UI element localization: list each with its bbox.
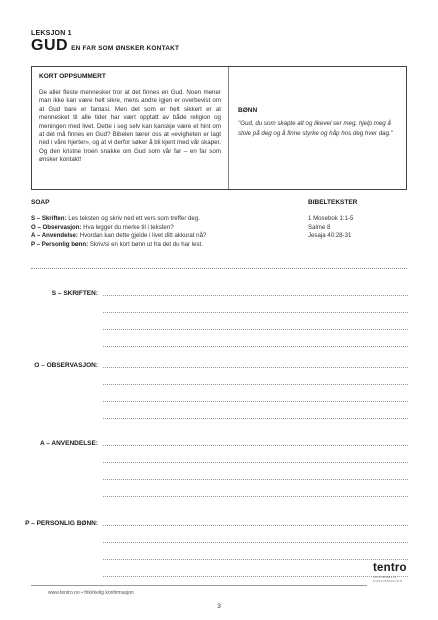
page-title: GUD: [31, 37, 69, 54]
page-subtitle: EN FAR SOM ØNSKER KONTAKT: [71, 45, 180, 52]
writing-line[interactable]: [103, 367, 408, 368]
bible-heading: BIBELTEKSTER: [308, 199, 358, 206]
section-label: P – PERSONLIG BØNN:: [25, 520, 98, 527]
writing-line[interactable]: [103, 346, 408, 347]
writing-line[interactable]: [103, 401, 408, 402]
writing-line[interactable]: [103, 576, 408, 577]
soap-key: A – Anvendelse:: [31, 232, 78, 240]
soap-list: [31, 215, 206, 249]
writing-line[interactable]: [103, 542, 408, 543]
lesson-number: LEKSJON 1: [31, 30, 72, 37]
brand-logo: [373, 562, 413, 583]
bible-ref: 1 Mosebok 1:1-5: [308, 215, 354, 222]
page-number: 3: [217, 603, 221, 610]
brand-name: tentro: [373, 562, 407, 574]
prayer-text: "Gud, du som skapte alt og likevel ser meg, hjelp meg å stole på deg og å finne styrke og håp hos deg hver dag.": [238, 120, 393, 137]
bible-list: [308, 215, 353, 241]
writing-line[interactable]: [103, 559, 408, 560]
soap-item: [31, 232, 206, 241]
section-label: A – ANVENDELSE:: [39, 440, 98, 447]
prayer-heading: BØNN: [238, 107, 258, 114]
footer-url: www.tentro.no • frikirkelig konfirmasjon: [48, 590, 134, 596]
writing-line[interactable]: [103, 329, 408, 330]
writing-line[interactable]: [103, 384, 408, 385]
writing-line[interactable]: [103, 445, 408, 446]
writing-line[interactable]: [103, 418, 408, 419]
footer-rule: [31, 585, 367, 586]
summary-panel: [32, 67, 229, 189]
summary-text: De aller fleste mennesker tror at det finnes en Gud. Noen mener man ikke kan være helt sikre, mens andre igjen er overbevist om at Gud bare er fantasi. Men det som er helt sikkert er at mennesket til alle tider har vært opptatt av både religion og meningen med livet. Dette i seg selv kan kanskje være et hint om at det må finnes en Gud? Bibelen lærer oss at «evigheten er lagt ned i våre hjerter», og at vi derfor søker å bli kjent med vår skaper. Og den kristne troen snakke om Gud som vår far – en far som ønsker kontakt!: [39, 89, 221, 164]
soap-item: [31, 215, 206, 224]
section-label: S – SKRIFTEN:: [51, 290, 98, 297]
bible-ref: Salme 8: [308, 223, 331, 231]
title-row: [31, 38, 179, 54]
writing-line[interactable]: [103, 462, 408, 463]
soap-desc: Skriv/si en kort bønn ut fra det du har lest.: [88, 240, 203, 248]
soap-key: S – Skriften:: [31, 215, 67, 222]
brand-tagline: FRIKIRKELIG KONFIRMASJON: [373, 575, 403, 583]
soap-desc: Les teksten og skriv ned ett vers som treffer deg.: [66, 215, 200, 222]
divider: [31, 268, 407, 269]
soap-key: P – Personlig bønn:: [31, 240, 89, 248]
summary-box: [31, 66, 407, 190]
soap-key: O – Observasjon:: [31, 223, 82, 231]
soap-item: [31, 224, 206, 233]
soap-desc: Hva legger du merke til i teksten?: [81, 223, 174, 231]
section-label: O – OBSERVASJON:: [34, 362, 98, 369]
summary-heading: KORT OPPSUMMERT: [39, 73, 106, 80]
soap-desc: Hvordan kan dette gjelde i livet ditt akkurat nå?: [77, 232, 207, 240]
writing-line[interactable]: [103, 312, 408, 313]
prayer-panel: [229, 67, 406, 189]
bible-ref: Jesaja 40:28-31: [308, 232, 352, 240]
writing-line[interactable]: [103, 525, 408, 526]
soap-item: [31, 241, 206, 250]
writing-line[interactable]: [103, 295, 408, 296]
writing-line[interactable]: [103, 496, 408, 497]
soap-heading: SOAP: [31, 199, 50, 206]
writing-line[interactable]: [103, 479, 408, 480]
